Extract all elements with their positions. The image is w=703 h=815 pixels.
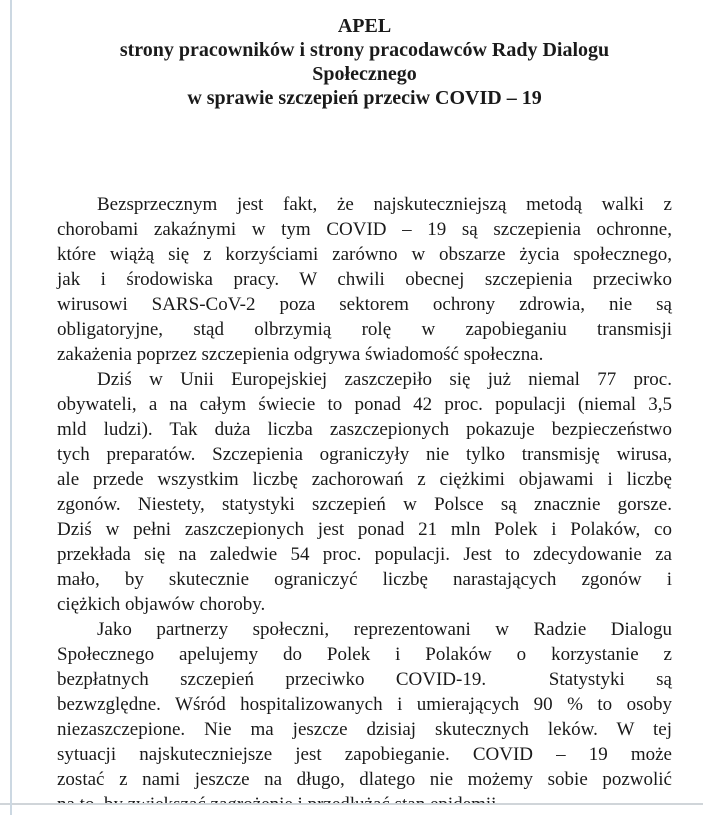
paragraph bbox=[57, 367, 672, 617]
document-body bbox=[57, 192, 672, 815]
document-content bbox=[57, 14, 672, 815]
text-line: Dziś w pełni zaszczepionych jest ponad 21 mln Polek i Polaków, co bbox=[57, 519, 672, 540]
text-line: tych preparatów. Szczepienia ograniczyły nie tylko transmisję wirusa, bbox=[57, 444, 672, 465]
text-line: zgonów. Niestety, statystyki szczepień w Polsce są znacznie gorsze. bbox=[57, 494, 672, 515]
text-line: zostać z nami jeszcze na długo, dlatego nie możemy sobie pozwolić bbox=[57, 769, 672, 790]
text-line: które wiążą się z korzyściami zarówno w obszarze życia społecznego, bbox=[57, 244, 672, 265]
paragraph bbox=[57, 192, 672, 367]
text-line: Jako partnerzy społeczni, reprezentowani w Radzie Dialogu bbox=[97, 619, 672, 640]
title-line: Społecznego bbox=[312, 63, 417, 85]
text-line: ciężkich objawów choroby. bbox=[57, 594, 266, 615]
paragraph bbox=[57, 617, 672, 815]
title-line: strony pracowników i strony pracodawców Rady Dialogu bbox=[119, 39, 610, 61]
page-left-edge-line bbox=[10, 0, 12, 815]
text-line: obligatoryjne, stąd olbrzymią rolę w zapobieganiu transmisji bbox=[57, 319, 672, 340]
text-line: niezaszczepione. Nie ma jeszcze dzisiaj skutecznych leków. W tej bbox=[57, 719, 672, 740]
text-line: przekłada się na zaledwie 54 proc. populacji. Jest to zdecydowanie za bbox=[57, 544, 672, 565]
text-line: Społecznego apelujemy do Polek i Polaków o korzystanie z bbox=[57, 644, 672, 665]
text-line: jak i środowiska pracy. W chwili obecnej szczepienia przeciwko bbox=[57, 269, 672, 290]
text-line: mało, by skutecznie ograniczyć liczbę narastających zgonów i bbox=[57, 569, 672, 590]
text-line: bezpłatnych szczepień przeciwko COVID-19. Statystyki są bbox=[57, 669, 672, 690]
page-bottom-margin bbox=[0, 805, 703, 815]
text-line: obywateli, a na całym świecie to ponad 42 proc. populacji (niemal 3,5 bbox=[57, 394, 672, 415]
text-line: ale przede wszystkim liczbę zachorowań z ciężkimi objawami i liczbę bbox=[57, 469, 672, 490]
page-bottom-edge-line bbox=[0, 803, 703, 805]
text-line: mld ludzi). Tak duża liczba zaszczepionych pokazuje bezpieczeństwo bbox=[57, 419, 672, 440]
text-line: zakażenia poprzez szczepienia odgrywa świadomość społeczna. bbox=[57, 344, 544, 365]
text-line: Dziś w Unii Europejskiej zaszczepiło się już niemal 77 proc. bbox=[97, 369, 672, 390]
text-line: chorobami zakaźnymi w tym COVID – 19 są szczepienia ochronne, bbox=[57, 219, 672, 240]
title-line: w sprawie szczepień przeciw COVID – 19 bbox=[187, 87, 542, 109]
text-line: wirusowi SARS-CoV-2 poza sektorem ochrony zdrowia, nie są bbox=[57, 294, 672, 315]
text-line: Bezsprzecznym jest fakt, że najskuteczniejszą metodą walki z bbox=[97, 194, 672, 215]
text-line: sytuacji najskuteczniejsze jest zapobieganie. COVID – 19 może bbox=[57, 744, 672, 765]
text-line: bezwzględne. Wśród hospitalizowanych i umierających 90 % to osoby bbox=[57, 694, 672, 715]
title-line: APEL bbox=[337, 15, 392, 37]
document-title bbox=[57, 14, 672, 110]
